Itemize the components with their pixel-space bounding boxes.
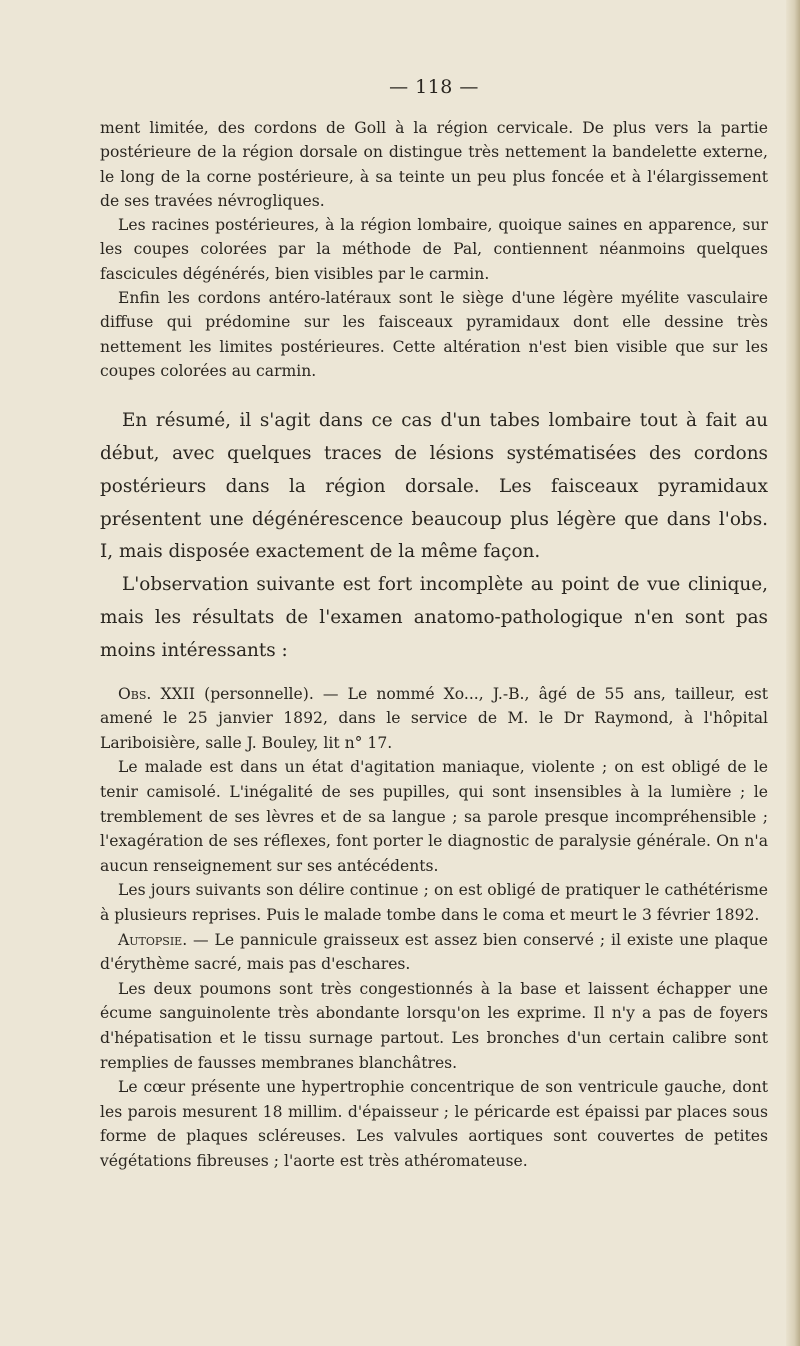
paragraph: En résumé, il s'agit dans ce cas d'un tabes lombaire tout à fait au début, avec quelques traces de lésions systématisées des cordons postérieurs dans la région dorsale. Les faisceaux pyramidaux présentent une dégénérescence beaucoup plus légère que dans l'obs. I, mais disposée exactement de la même façon. xyxy=(100,410,768,563)
autopsy-label: Autopsie. xyxy=(118,930,188,949)
observation-section xyxy=(100,682,768,1174)
paragraph: Les racines postérieures, à la région lombaire, quoique saines en apparence, sur les coupes colorées par la méthode de Pal, contiennent néanmoins quelques fascicules dégénérés, bien visibles par le carmin. xyxy=(100,216,768,283)
observation-intro: (personnelle). — Le nommé Xo..., J.-B., âgé de 55 ans, tailleur, est amené le 25 janvier 1892, dans le service de M. le Dr Raymond, à l'hôpital Lariboisière, salle J. Bouley, lit n° 17. xyxy=(100,684,768,752)
page-content xyxy=(100,76,768,1174)
paragraph: Les deux poumons sont très congestionnés à la base et laissent échapper une écume sanguinolente très abondante lorsqu'on les exprime. Il n'y a pas de foyers d'hépatisation et le tissu surnage partout. Les bronches d'un certain calibre sont remplies de fausses membranes blanchâtres. xyxy=(100,979,768,1072)
autopsy-intro: — Le pannicule graisseux est assez bien conservé ; il existe une plaque d'érythème sacré, mais pas d'eschares. xyxy=(100,930,768,974)
paragraph: Le malade est dans un état d'agitation maniaque, violente ; on est obligé de le tenir camisolé. L'inégalité de ses pupilles, qui sont insensibles à la lumière ; le tremblement de ses lèvres et de sa langue ; sa parole presque incompréhensible ; l'exagération de ses réflexes, font porter le diagnostic de paralysie générale. On n'a aucun renseignement sur ses antécédents. xyxy=(100,758,768,875)
paragraph: Le cœur présente une hypertrophie concentrique de son ventricule gauche, dont les parois mesurent 18 millim. d'épaisseur ; le péricarde est épaissi par places sous forme de plaques scléreuses. Les valvules aortiques sont couvertes de petites végétations fibreuses ; l'aorte est très athéromateuse. xyxy=(100,1078,768,1170)
page-number: — 118 — xyxy=(389,76,479,98)
paragraph: Enfin les cordons antéro-latéraux sont le siège d'une légère myélite vasculaire diffuse qui prédomine sur les faisceaux pyramidaux dont elle dessine très nettement les limites postérieures. Cette altération n'est bien visible que sur les coupes colorées au carmin. xyxy=(100,289,768,380)
paragraph: ment limitée, des cordons de Goll à la région cervicale. De plus vers la partie postérieure de la région dorsale on distingue très nettement la bandelette externe, le long de la corne postérieure, à sa teinte un peu plus foncée et à l'élargissement de ses travées névrogliques. xyxy=(100,119,768,210)
section-summary xyxy=(100,405,768,667)
paragraph: L'observation suivante est fort incomplète au point de vue clinique, mais les résultats de l'examen anatomo-pathologique n'en sont pas moins intéressants : xyxy=(100,574,768,661)
page-edge xyxy=(786,0,800,1346)
section-anatomy xyxy=(100,116,768,383)
observation-label: Obs. XXII xyxy=(118,684,195,703)
paragraph: Les jours suivants son délire continue ; on est obligé de pratiquer le cathétérisme à plusieurs reprises. Puis le malade tombe dans le coma et meurt le 3 février 1892. xyxy=(100,881,768,924)
autopsy-paragraph xyxy=(100,928,768,977)
observation-heading-paragraph xyxy=(100,682,768,756)
